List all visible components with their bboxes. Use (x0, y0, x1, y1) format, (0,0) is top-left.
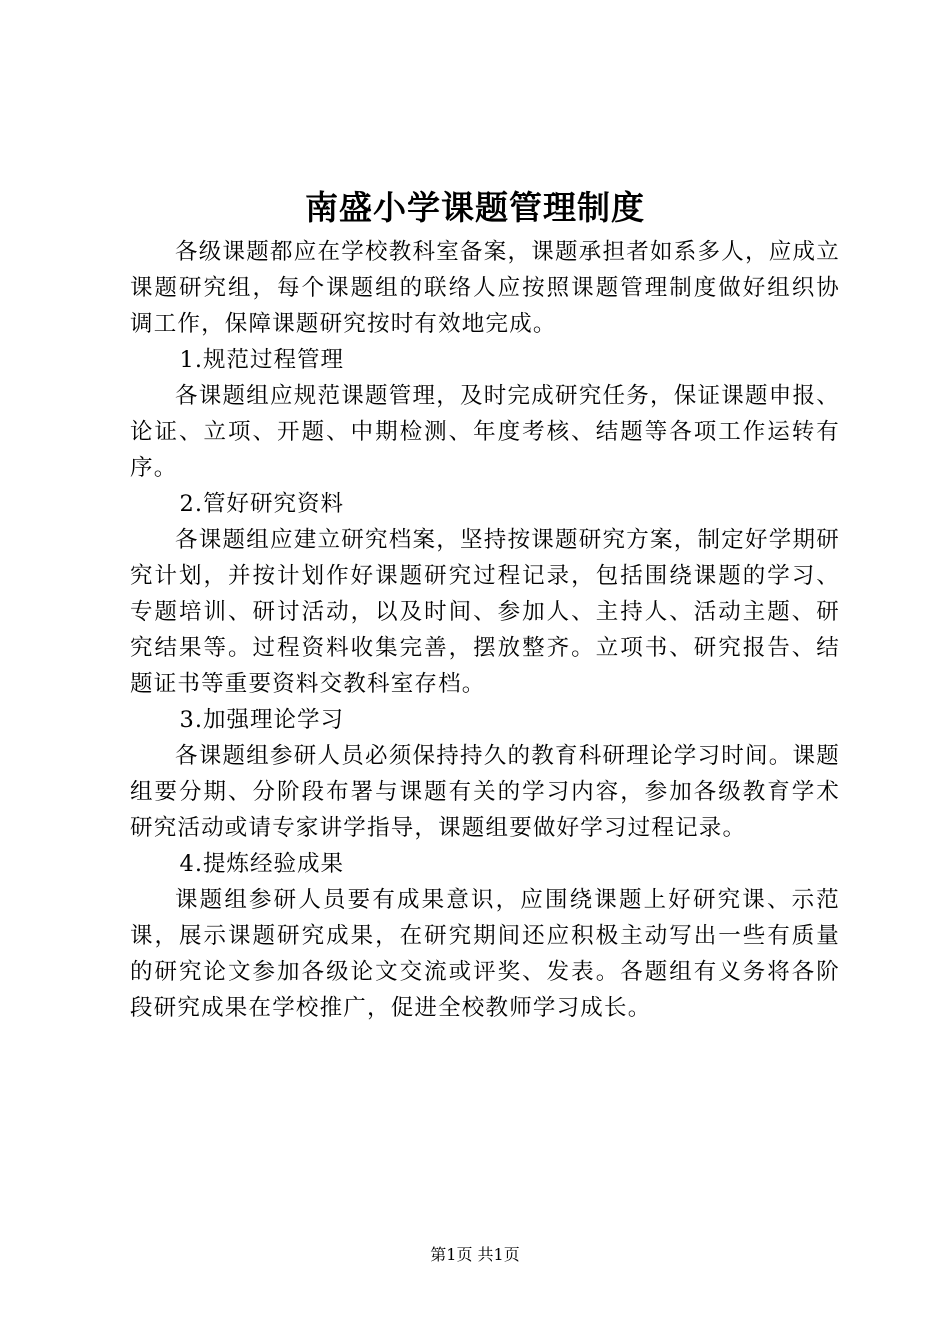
section-heading-3: 3.加强理论学习 (179, 707, 344, 733)
section-heading-4: 4.提炼经验成果 (179, 851, 344, 877)
page-footer: 第1页 共1页 (430, 1245, 520, 1264)
section-heading-1: 1.规范过程管理 (179, 347, 344, 373)
intro-paragraph: 各级课题都应在学校教科室备案，课题承担者如系多人，应成立课题研究组，每个课题组的联络人应按照课题管理制度做好组织协调工作，保障课题研究按时有效地完成。 (130, 239, 840, 337)
section-paragraph-2: 各课题组应建立研究档案，坚持按课题研究方案，制定好学期研究计划，并按计划作好课题研究过程记录，包括围绕课题的学习、专题培训、研讨活动，以及时间、参加人、主持人、活动主题、研究结果等。过程资料收集完善，摆放整齐。立项书、研究报告、结题证书等重要资料交教科室存档。 (130, 527, 840, 697)
section-paragraph-4: 课题组参研人员要有成果意识，应围绕课题上好研究课、示范课，展示课题研究成果，在研究期间还应积极主动写出一些有质量的研究论文参加各级论文交流或评奖、发表。各题组有义务将各阶段研究成果在学校推广，促进全校教师学习成长。 (130, 887, 840, 1021)
document-title: 南盛小学课题管理制度 (305, 188, 645, 227)
document-body (130, 234, 840, 1026)
section-paragraph-3: 各课题组参研人员必须保持持久的教育科研理论学习时间。课题组要分期、分阶段布署与课题有关的学习内容，参加各级教育学术研究活动或请专家讲学指导，课题组要做好学习过程记录。 (130, 743, 840, 841)
section-heading-2: 2.管好研究资料 (179, 491, 344, 517)
section-paragraph-1: 各课题组应规范课题管理，及时完成研究任务，保证课题申报、论证、立项、开题、中期检测、年度考核、结题等各项工作运转有序。 (130, 383, 840, 481)
